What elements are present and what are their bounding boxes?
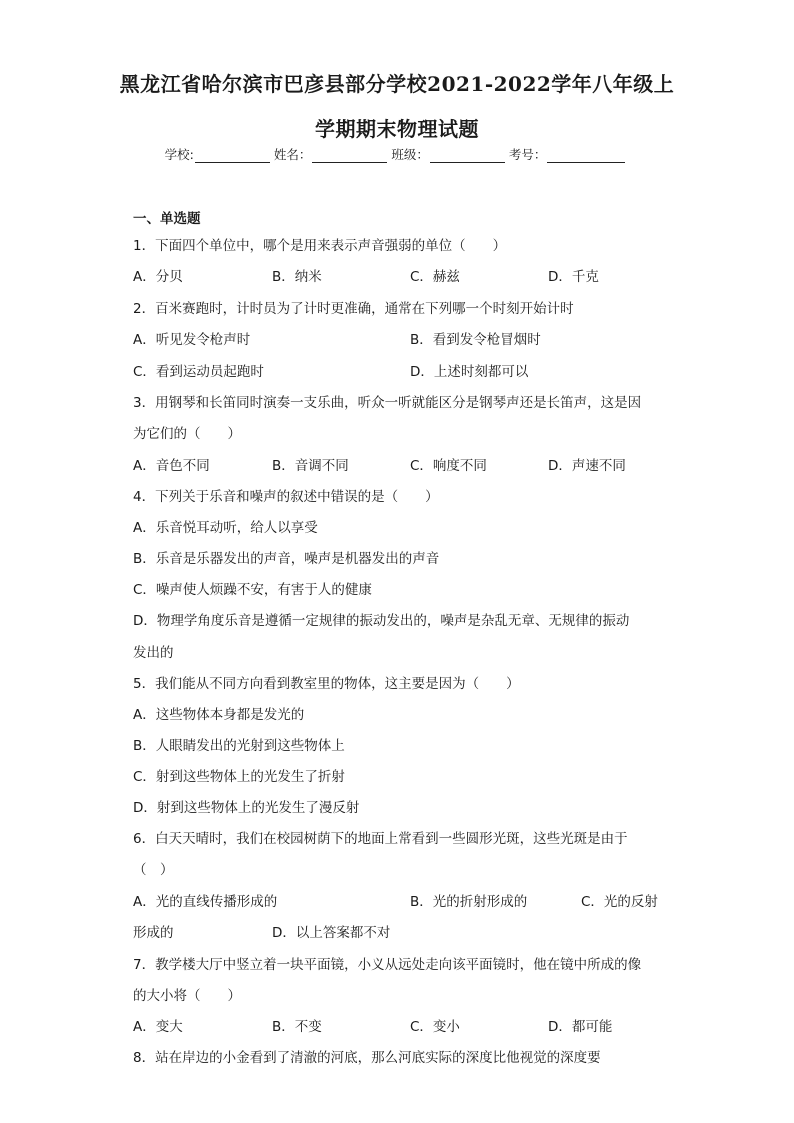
name-field[interactable] [274,145,388,163]
q4-option-a[interactable]: A．乐音悦耳动听，给人以享受 [133,520,318,536]
exam-number-field[interactable] [509,145,626,163]
name-label: 姓名： [273,147,312,162]
q1-stem: 1．下面四个单位中，哪个是用来表示声音强弱的单位（ ） [133,238,507,254]
q2-option-b[interactable]: B．看到发令枪冒烟时 [410,332,541,348]
school-blank[interactable] [195,149,270,163]
q3-option-d[interactable]: D．声速不同 [548,458,626,474]
q2-option-c[interactable]: C．看到运动员起跑时 [133,364,264,380]
q6-option-c[interactable]: C．光的反射 [581,894,658,910]
q7-option-c[interactable]: C．变小 [410,1019,460,1035]
q7-option-a[interactable]: A．变大 [133,1019,183,1035]
school-label: 学校: [164,147,194,162]
q6-option-d[interactable]: D．以上答案都不对 [272,925,391,941]
q5-option-d[interactable]: D．射到这些物体上的光发生了漫反射 [133,800,360,816]
class-label: 班级： [391,147,429,162]
q4-option-d[interactable]: D．物理学角度乐音是遵循一定规律的振动发出的，噪声是杂乱无章、无规律的振动 [133,613,630,629]
school-field[interactable] [165,145,270,163]
q2-stem: 2．百米赛跑时，计时员为了计时更准确，通常在下列哪一个时刻开始计时 [133,301,574,317]
exam-title-line1: 黑龙江省哈尔滨市巴彦县部分学校2021-2022学年八年级上 [119,72,675,96]
q1-option-a[interactable]: A．分贝 [133,269,183,285]
q3-stem-line2: 为它们的（ ） [133,426,241,442]
student-info-row [0,145,794,163]
q6-option-b[interactable]: B．光的折射形成的 [410,894,528,910]
q5-option-c[interactable]: C．射到这些物体上的光发生了折射 [133,769,345,785]
q3-option-c[interactable]: C．响度不同 [410,458,487,474]
q7-stem-line2: 的大小将（ ） [133,988,241,1004]
q5-option-b[interactable]: B．人眼睛发出的光射到这些物体上 [133,738,345,754]
q4-option-c[interactable]: C．噪声使人烦躁不安，有害于人的健康 [133,582,372,598]
q5-stem: 5．我们能从不同方向看到教室里的物体，这主要是因为（ ） [133,676,520,692]
q6-stem-line1: 6．白天天晴时，我们在校园树荫下的地面上常看到一些圆形光斑，这些光斑是由于 [133,831,628,847]
q8-stem: 8．站在岸边的小金看到了清澈的河底，那么河底实际的深度比他视觉的深度要 [133,1050,601,1066]
q2-option-d[interactable]: D．上述时刻都可以 [410,364,529,380]
q4-stem: 4．下列关于乐音和噪声的叙述中错误的是（ ） [133,489,439,505]
section-heading: 一、单选题 [133,211,201,227]
q6-stem-line2: （ ） [133,862,174,878]
q1-option-c[interactable]: C．赫兹 [410,269,460,285]
q5-option-a[interactable]: A．这些物体本身都是发光的 [133,707,305,723]
q3-stem-line1: 3．用钢琴和长笛同时演奏一支乐曲，听众一听就能区分是钢琴声还是长笛声，这是因 [133,395,642,411]
exam-title-line2: 学期期末物理试题 [315,117,479,141]
q3-option-a[interactable]: A．音色不同 [133,458,210,474]
name-blank[interactable] [312,149,387,163]
q1-option-b[interactable]: B．纳米 [272,269,322,285]
class-field[interactable] [391,145,505,163]
q7-stem-line1: 7．教学楼大厅中竖立着一块平面镜，小义从远处走向该平面镜时，他在镜中所成的像 [133,957,642,973]
q2-option-a[interactable]: A．听见发令枪声时 [133,332,251,348]
q4-option-d-cont: 发出的 [133,645,174,661]
exam-number-blank[interactable] [547,149,625,163]
q7-option-b[interactable]: B．不变 [272,1019,322,1035]
q7-option-d[interactable]: D．都可能 [548,1019,613,1035]
q6-option-c-cont: 形成的 [133,925,174,941]
q4-option-b[interactable]: B．乐音是乐器发出的声音，噪声是机器发出的声音 [133,551,440,567]
q1-option-d[interactable]: D．千克 [548,269,599,285]
exam-number-label: 考号： [508,147,547,162]
q3-option-b[interactable]: B．音调不同 [272,458,349,474]
q6-option-a[interactable]: A．光的直线传播形成的 [133,894,278,910]
class-blank[interactable] [430,149,505,163]
